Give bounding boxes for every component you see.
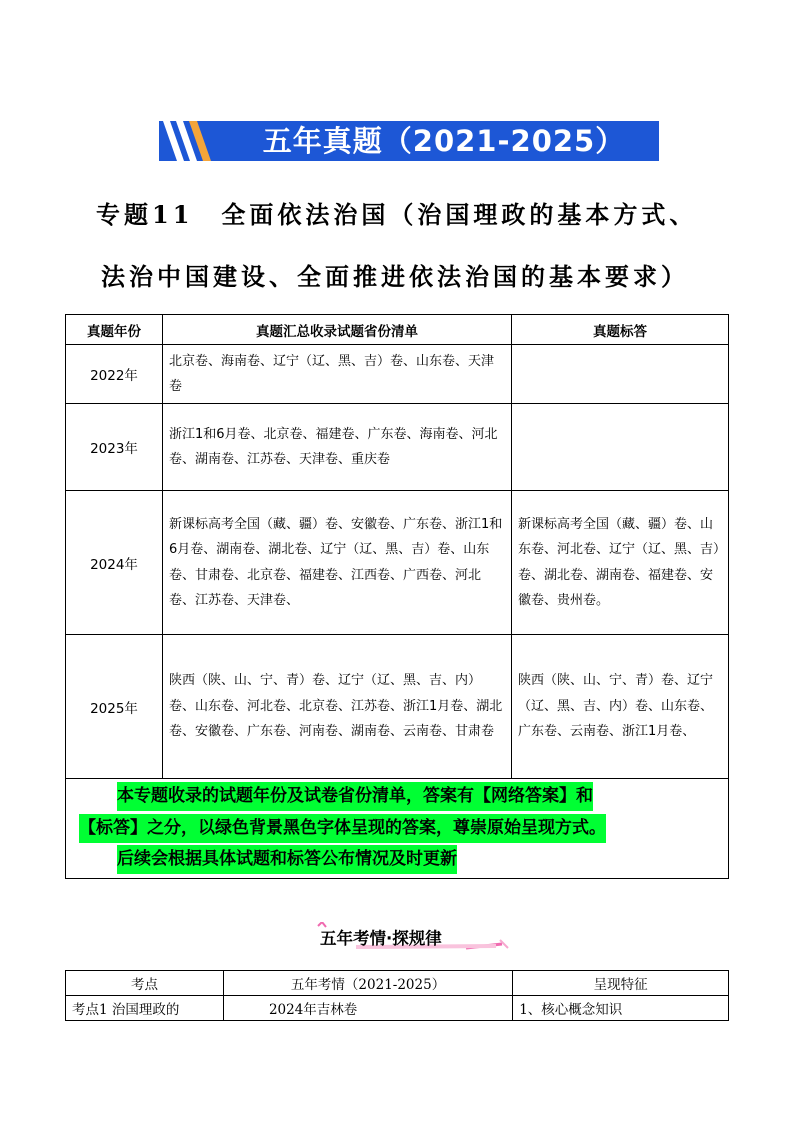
- row-year: 2022年: [66, 345, 163, 404]
- row-answers: 新课标高考全国（藏、疆）卷、山东卷、河北卷、辽宁（辽、黑、吉）卷、湖北卷、湖南卷、福建卷、安徽卷、贵州卷。: [512, 491, 729, 635]
- stripes-decoration: [159, 121, 229, 161]
- note-cell: [66, 779, 729, 879]
- banner-title: 五年真题（2021-2025）: [262, 124, 626, 158]
- table-header-row: [66, 315, 729, 345]
- table-header-row: [66, 971, 729, 996]
- row-list: 北京卷、海南卷、辽宁（辽、黑、吉）卷、山东卷、天津卷: [163, 345, 512, 404]
- row-answers: [512, 404, 729, 491]
- table-row: [66, 635, 729, 779]
- table-row: [66, 404, 729, 491]
- header-banner: [159, 121, 659, 161]
- row-list: 陕西（陕、山、宁、青）卷、辽宁（辽、黑、吉、内）卷、山东卷、河北卷、北京卷、江苏卷、浙江1月卷、湖北卷、安徽卷、广东卷、河南卷、湖南卷、云南卷、甘肃卷: [163, 635, 512, 779]
- row-year: 2025年: [66, 635, 163, 779]
- row-year: 2024年: [66, 491, 163, 635]
- header-point: 考点: [66, 971, 224, 996]
- row-answers: [512, 345, 729, 404]
- exam-trend-table: [65, 970, 729, 1021]
- note-line: 【标答】之分，以绿色背景黑色字体呈现的答案，尊崇原始呈现方式。: [79, 814, 606, 843]
- topic-title-line2: 法治中国建设、全面推进依法治国的基本要求）: [101, 262, 689, 291]
- header-year: 真题年份: [66, 315, 163, 345]
- row-situation: 2024年吉林卷: [223, 996, 512, 1021]
- row-feature: 1、核心概念知识: [513, 996, 729, 1021]
- table-row: [66, 996, 729, 1021]
- header-answers: 真题标答: [512, 315, 729, 345]
- note-row: [66, 779, 729, 879]
- note-line: 后续会根据具体试题和标答公布情况及时更新: [117, 845, 457, 874]
- section-title: 五年考情·探规律: [320, 929, 442, 948]
- topic-title-line1: 专题11 全面依法治国（治国理政的基本方式、: [96, 200, 698, 229]
- row-point: 考点1 治国理政的: [66, 996, 224, 1021]
- header-list: 真题汇总收录试题省份清单: [163, 315, 512, 345]
- row-list: 新课标高考全国（藏、疆）卷、安徽卷、广东卷、浙江1和6月卷、湖南卷、湖北卷、辽宁（辽、黑、吉）卷、山东卷、甘肃卷、北京卷、福建卷、江西卷、广西卷、河北卷、江苏卷、天津卷、: [163, 491, 512, 635]
- header-situation: 五年考情（2021-2025）: [223, 971, 512, 996]
- section-heading: [316, 922, 516, 952]
- row-answers: 陕西（陕、山、宁、青）卷、辽宁（辽、黑、吉、内）卷、山东卷、广东卷、云南卷、浙江1月卷、: [512, 635, 729, 779]
- row-list: 浙江1和6月卷、北京卷、福建卷、广东卷、海南卷、河北卷、湖南卷、江苏卷、天津卷、重庆卷: [163, 404, 512, 491]
- exam-list-table: [65, 314, 729, 879]
- table-row: [66, 345, 729, 404]
- header-feature: 呈现特征: [513, 971, 729, 996]
- note-line: 本专题收录的试题年份及试卷省份清单，答案有【网络答案】和: [117, 782, 593, 811]
- table-row: [66, 491, 729, 635]
- row-year: 2023年: [66, 404, 163, 491]
